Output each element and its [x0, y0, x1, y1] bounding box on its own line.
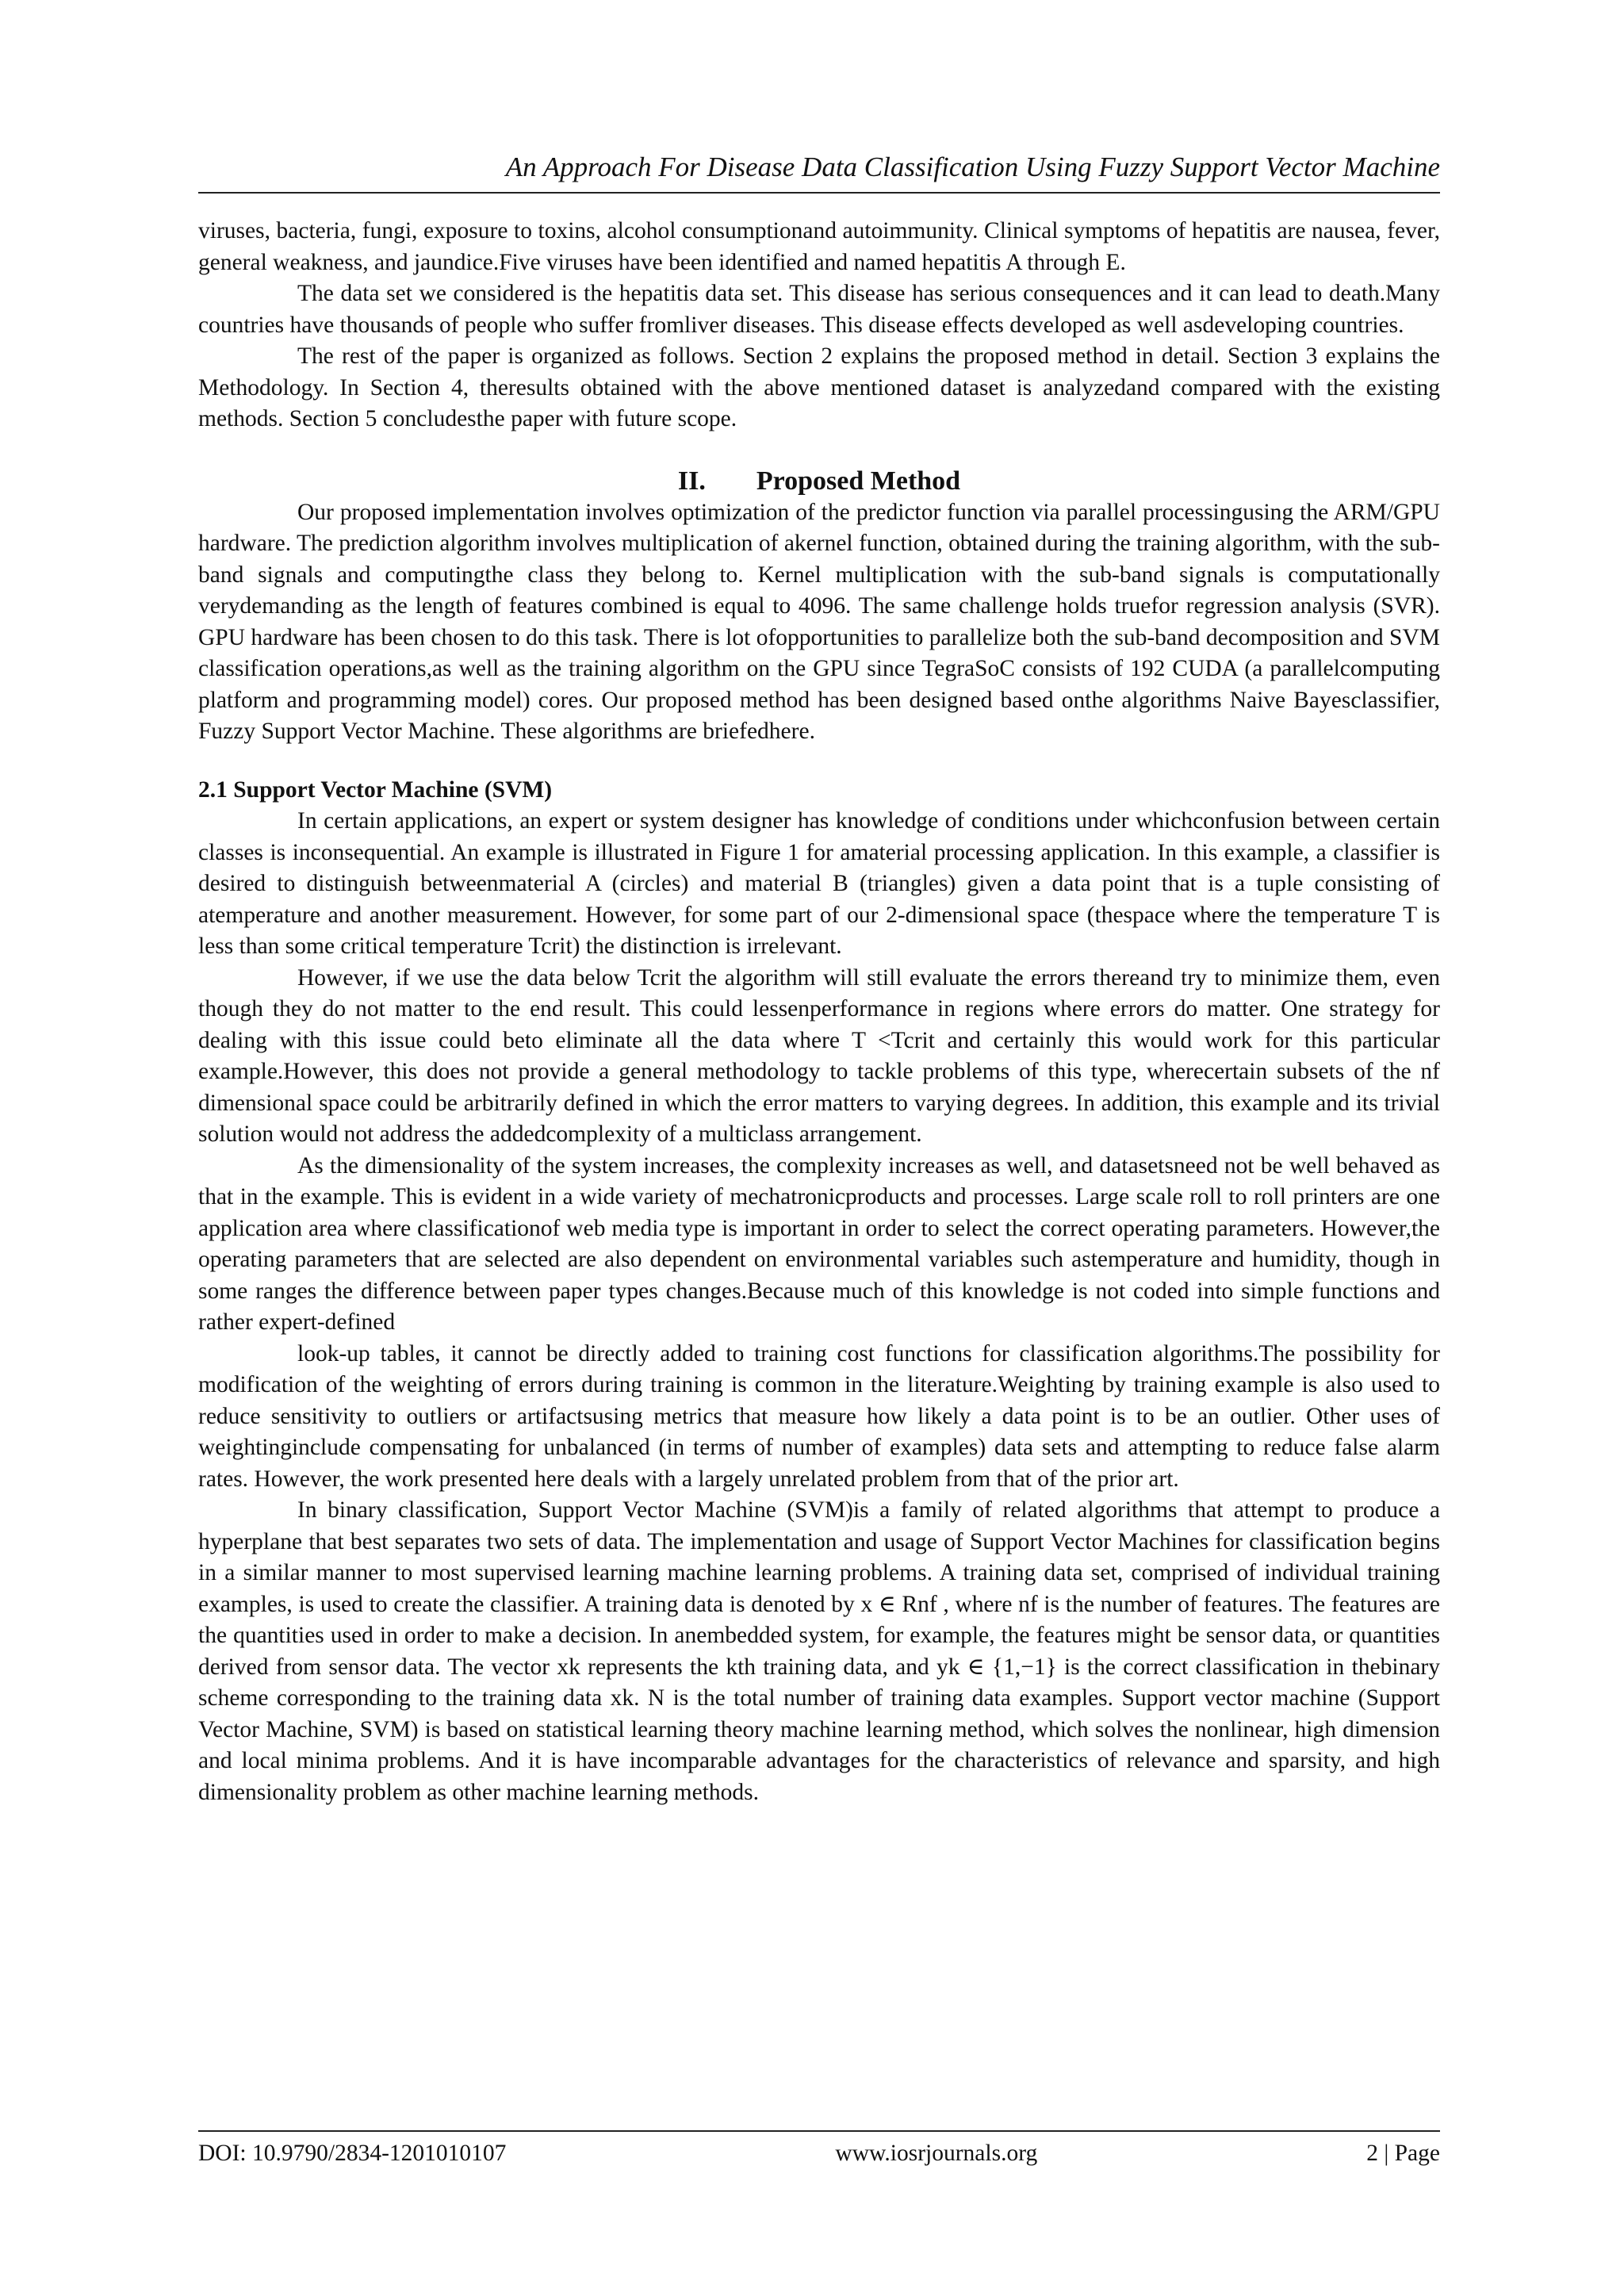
footer-page-number: 2 | Page [1366, 2141, 1440, 2166]
intro-paragraph-2: The data set we considered is the hepatitis data set. This disease has serious consequences and it can lead to death.Many countries have thousands of people who suffer fromliver diseases. This disease effects developed as well asdeveloping countries. [198, 281, 1440, 338]
svm-paragraph-3: As the dimensionality of the system increases, the complexity increases as well, and datasetsneed not be well behaved as that in the example. This is evident in a wide variety of mechatronicproducts and processes. Large scale roll to roll printers are one application area where classificationof web media type is important in order to select the correct operating parameters. However,the operating parameters that are selected are also dependent on environmental variables such astemperature and humidity, though in some ranges the difference between paper types changes.Because much of this knowledge is not coded into simple functions and rather expert-defined [198, 1152, 1440, 1335]
intro-paragraph-1: viruses, bacteria, fungi, exposure to toxins, alcohol consumptionand autoimmunity. Clinical symptoms of hepatitis are nausea, fever, general weakness, and jaundice.Five viruses have been identified and named hepatitis A through E. [198, 218, 1440, 275]
footer-website: www.iosrjournals.org [835, 2141, 1038, 2166]
svm-paragraph-2: However, if we use the data below Tcrit the algorithm will still evaluate the errors thereand try to minimize them, even though they do not matter to the end result. This could lessenperformance in regions where errors do matter. One strategy for dealing with this issue could beto eliminate all the data where T <Tcrit and certainly this would work for this particular example.However, this does not provide a general methodology to tackle problems of this type, wherecertain subsets of the nf dimensional space could be arbitrarily defined in which the error matters to varying degrees. In addition, this example and its trivial solution would not address the addedcomplexity of a multiclass arrangement. [198, 964, 1440, 1147]
svm-paragraph-5: In binary classification, Support Vector Machine (SVM)is a family of related algorithms that attempt to produce a hyperplane that best separates two sets of data. The implementation and usage of Support Vector Machines for classification begins in a similar manner to most supervised learning machine learning problems. A training data set, comprised of individual training examples, is used to create the classifier. A training data is denoted by x ∈ Rnf , where nf is the number of features. The features are the quantities used in order to make a decision. In anembedded system, for example, the features might be sensor data, or quantities derived from sensor data. The vector xk represents the kth training data, and yk ∈ {1,−1} is the correct classification in thebinary scheme corresponding to the training data xk. N is the total number of training data examples. Support vector machine (Support Vector Machine, SVM) is based on statistical learning theory machine learning method, which solves the nonlinear, high dimension and local minima problems. And it is have incomparable advantages for the characteristics of relevance and sparsity, and high dimensionality problem as other machine learning methods. [198, 1497, 1440, 1805]
svm-paragraph-1: In certain applications, an expert or system designer has knowledge of conditions under whichconfusion between certain classes is inconsequential. An example is illustrated in Figure 1 for amaterial processing application. In this example, a classifier is desired to distinguish betweenmaterial A (circles) and material B (triangles) given a data point that is a tuple consisting of atemperature and another measurement. However, for some part of our 2-dimensional space (thespace where the temperature T is less than some critical temperature Tcrit) the distinction is irrelevant. [198, 808, 1440, 959]
section-title: Proposed Method [756, 466, 961, 496]
svm-paragraph-4: look-up tables, it cannot be directly added to training cost functions for classification algorithms.The possibility for modification of the weighting of errors during training is common in the literature.Weighting by training example is also used to reduce sensitivity to outliers or artifactsusing metrics that measure how likely a data point is to be an outlier. Other uses of weightinginclude compensating for unbalanced (in terms of number of examples) data sets and attempting to reduce false alarm rates. However, the work presented here deals with a largely unrelated problem from that of the prior art. [198, 1340, 1440, 1492]
intro-paragraph-3: The rest of the paper is organized as follows. Section 2 explains the proposed method in detail. Section 3 explains the Methodology. In Section 4, theresults obtained with the above mentioned dataset is analyzedand compared with the existing methods. Section 5 concludesthe paper with future scope. [198, 343, 1440, 431]
section2-paragraph-1: Our proposed implementation involves optimization of the predictor function via parallel processingusing the ARM/GPU hardware. The prediction algorithm involves multiplication of akernel function, obtained during the training algorithm, with the sub-band signals and computingthe class they belong to. Kernel multiplication with the sub-band signals is computationally verydemanding as the length of features combined is equal to 4096. The same challenge holds truefor regression analysis (SVR). GPU hardware has been chosen to do this task. There is lot ofopportunities to parallelize both the sub-band decomposition and SVM classification operations,as well as the training algorithm on the GPU since TegraSoC consists of 192 CUDA (a parallelcomputing platform and programming model) cores. Our proposed method has been designed based onthe algorithms Naive Bayesclassifier, Fuzzy Support Vector Machine. These algorithms are briefedhere. [198, 499, 1440, 744]
subsection-heading: 2.1 Support Vector Machine (SVM) [198, 776, 553, 803]
section-number: II. [677, 466, 706, 496]
paper-page [198, 151, 1440, 2157]
running-title: An Approach For Disease Data Classification Using Fuzzy Support Vector Machine [198, 151, 1440, 194]
page-footer [198, 2130, 1440, 2168]
body-text [198, 216, 1440, 1808]
footer-doi: DOI: 10.9790/2834-1201010107 [198, 2141, 507, 2166]
section-heading [198, 466, 1440, 497]
